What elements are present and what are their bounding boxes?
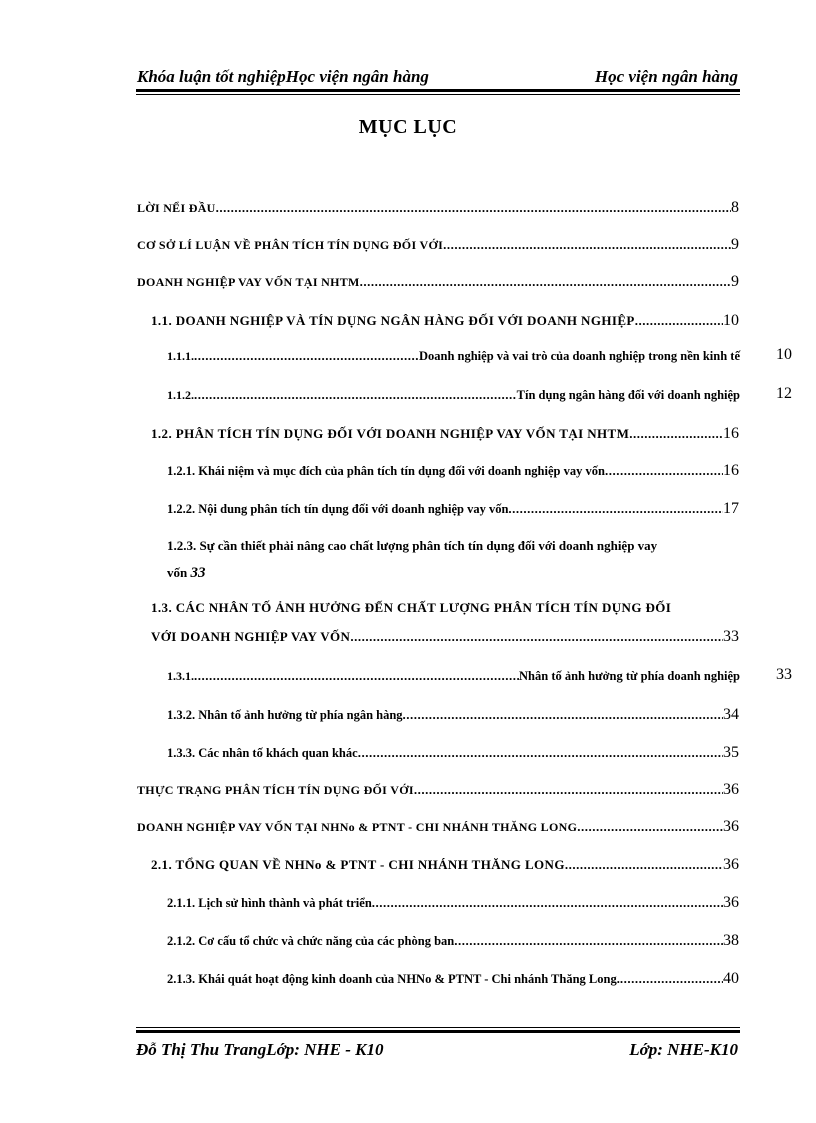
footer-right-text: Lớp: NHE-K10 [629,1040,738,1059]
toc-page-number: 10 [776,346,792,363]
toc-entry-text: 1.2.1. Khái niệm và mục đích của phân tích tín dụng đối với doanh nghiệp vay vốn [167,464,605,478]
footer-rule-thick [136,1030,740,1033]
toc-page-number: 12 [776,385,792,402]
toc-entry-text: 2.1.3. Khái quát hoạt động kinh doanh của NHNo & PTNT - Chi nhánh Thăng Long. [167,972,620,986]
toc-leader-dots [635,313,723,329]
toc-entry-text: 2.1. TỔNG QUAN VỀ NHNo & PTNT - CHI NHÁNH THĂNG LONG [151,857,565,872]
toc-entry[interactable] [167,932,739,950]
toc-leader-dots [629,426,723,442]
toc-page-number: 10 [723,312,739,329]
toc-entry-text: LỜI NỂI ĐẦU [137,201,216,215]
toc-entry-text: Nhân tố ảnh hưởng từ phía doanh nghiệp [519,669,740,683]
toc-entry-text-cont: VỚI DOANH NGHIỆP VAY VỐN [151,629,351,644]
toc-entry-text: DOANH NGHIỆP VAY VỐN TẠI NHTM [137,275,360,289]
toc-page-number: 34 [723,706,739,723]
toc-entry-text[interactable]: 1.3. CÁC NHÂN TỐ ẢNH HƯỞNG ĐẾN CHẤT LƯỢNG PHÂN TÍCH TÍN DỤNG ĐỐI [151,600,672,615]
toc-leader-dots [577,819,723,835]
toc-page-number: 36 [723,818,739,835]
toc-entry-number: 1.3.1. [167,669,194,683]
toc-page-number: 36 [723,781,739,798]
page-title: MỤC LỤC [358,116,458,138]
toc-entry-text: Doanh nghiệp và vai trò của doanh nghiệp trong nền kinh tế [418,349,740,363]
toc-page-number: 9 [731,273,739,290]
toc-entry[interactable] [167,894,739,912]
toc-entry-text: 1.2.2. Nội dung phân tích tín dụng đối với doanh nghiệp vay vốn [167,502,509,516]
toc-entry-text: 1.3.3. Các nhân tố khách quan khác [167,746,358,760]
toc-entry[interactable] [137,818,739,836]
toc-page-number: 33 [190,565,206,581]
toc-leader-dots [454,933,723,949]
toc-entry[interactable] [167,348,740,364]
toc-entry[interactable] [137,199,739,217]
toc-entry-text: DOANH NGHIỆP VAY VỐN TẠI NHNo & PTNT - CHI NHÁNH THĂNG LONG [137,820,578,834]
toc-leader-dots [194,668,519,684]
toc-entry[interactable] [151,425,739,443]
toc-leader-dots [358,745,723,761]
toc-entry-text-cont: vốn [167,565,191,580]
toc-page-number: 16 [723,462,739,479]
toc-entry-text: 1.3.2. Nhân tố ảnh hưởng từ phía ngân hàng [167,708,403,722]
toc-page-number: 35 [723,744,739,761]
toc-entry-text: 1.1. DOANH NGHIỆP VÀ TÍN DỤNG NGÂN HÀNG ĐỐI VỚI DOANH NGHIỆP [151,313,635,328]
toc-entry-text: Tín dụng ngân hàng đối với doanh nghiệp [516,388,740,402]
toc-entry[interactable] [167,500,739,518]
toc-leader-dots [350,629,723,645]
toc-leader-dots [194,348,419,364]
toc-leader-dots [443,237,731,253]
header-left-text: Khóa luận tốt nghiệpHọc viện ngân hàng [137,67,429,86]
toc-leader-dots [414,782,723,798]
toc-leader-dots [372,895,723,911]
toc-entry[interactable] [151,628,739,646]
toc-entry-text: CƠ SỞ LÍ LUẬN VỀ PHÂN TÍCH TÍN DỤNG ĐỐI VỚI [137,238,444,252]
toc-page-number: 40 [723,970,739,987]
toc-page-number: 36 [723,856,739,873]
toc-page-number: 17 [723,500,739,517]
toc-entry[interactable] [151,312,739,330]
toc-entry[interactable] [167,706,739,724]
toc-entry-continuation[interactable] [167,565,205,582]
toc-entry-number: 1.1.2. [167,388,194,402]
toc-entry[interactable] [137,236,739,254]
toc-entry[interactable] [151,856,739,874]
toc-entry[interactable] [167,970,739,988]
toc-entry[interactable] [167,387,740,403]
toc-entry[interactable] [167,744,739,762]
toc-leader-dots [403,707,723,723]
toc-leader-dots [620,971,723,987]
toc-entry-text: 2.1.1. Lịch sử hình thành và phát triển [167,896,372,910]
footer-rule-thin [136,1027,740,1028]
toc-entry[interactable] [137,781,739,799]
toc-entry-text: THỰC TRẠNG PHÂN TÍCH TÍN DỤNG ĐỐI VỚI [137,783,414,797]
toc-entry-text[interactable]: 1.2.3. Sự cần thiết phải nâng cao chất lượng phân tích tín dụng đối với doanh nghiệp vay [167,538,658,553]
toc-entry[interactable] [167,462,739,480]
toc-entry-text: 2.1.2. Cơ cấu tổ chức và chức năng của các phòng ban [167,934,455,948]
toc-entry[interactable] [167,668,740,684]
header-right-text: Học viện ngân hàng [594,67,738,86]
toc-page-number: 38 [723,932,739,949]
toc-leader-dots [194,387,517,403]
toc-leader-dots [508,501,723,517]
toc-page-number: 9 [731,236,739,253]
toc-leader-dots [360,274,731,290]
toc-leader-dots [605,463,723,479]
toc-entry-number: 1.1.1. [167,349,194,363]
toc-page-number: 8 [731,199,739,216]
toc-entry-text: 1.2. PHÂN TÍCH TÍN DỤNG ĐỐI VỚI DOANH NGHIỆP VAY VỐN TẠI NHTM [151,426,630,441]
toc-entry[interactable] [137,273,739,291]
footer-left-text: Đỗ Thị Thu TrangLớp: NHE - K10 [136,1040,384,1059]
toc-leader-dots [565,857,723,873]
toc-page-number: 33 [723,628,739,645]
toc-page-number: 16 [723,425,739,442]
toc-page-number: 33 [776,666,792,683]
toc-page-number: 36 [723,894,739,911]
toc-leader-dots [216,200,731,216]
